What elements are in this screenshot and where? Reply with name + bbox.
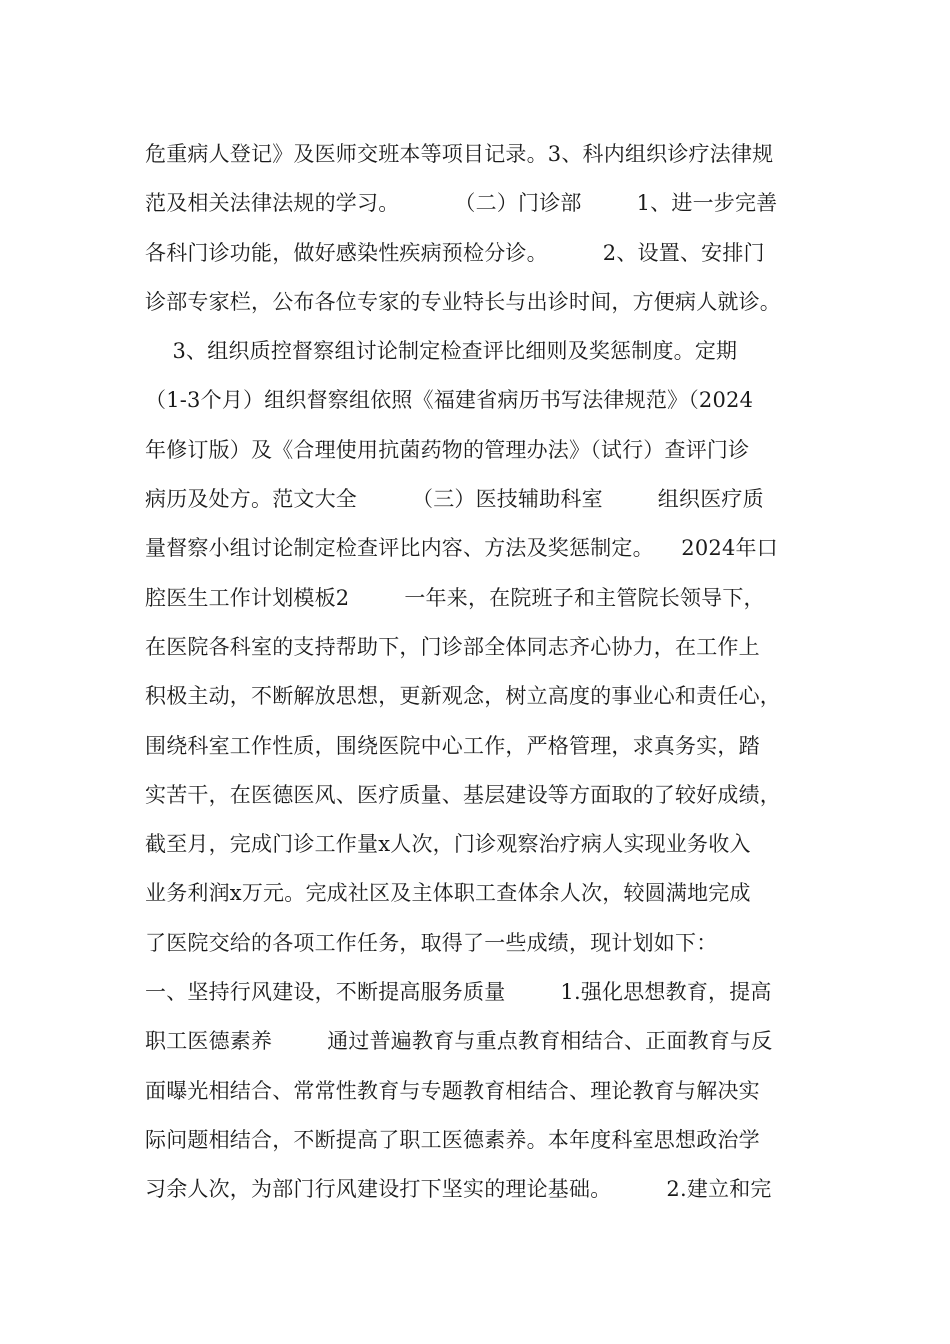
text-line: 年修订版）及《合理使用抗菌药物的管理办法》（试行）查评门诊 <box>145 437 750 462</box>
text-line: 截至月，完成门诊工作量x人次，门诊观察治疗病人实现业务收入 <box>145 832 751 857</box>
text-line: 各科门诊功能，做好感染性疾病预检分诊。 2、设置、安排门 <box>145 240 765 265</box>
text-line: 实苦干，在医德医风、医疗质量、基层建设等方面取的了较好成绩， <box>145 782 781 807</box>
text-line: 腔医生工作计划模板2 一年来，在院班子和主管院长领导下， <box>145 585 765 610</box>
text-line: 范及相关法律法规的学习。 （二）门诊部 1、进一步完善 <box>145 191 778 216</box>
text-line: 在医院各科室的支持帮助下，门诊部全体同志齐心协力，在工作上 <box>145 634 760 659</box>
text-line: 围绕科室工作性质，围绕医院中心工作，严格管理，求真务实，踏 <box>145 733 760 758</box>
text-line: 习余人次，为部门行风建设打下坚实的理论基础。 2.建立和完 <box>145 1177 772 1202</box>
text-line: 面曝光相结合、常常性教育与专题教育相结合、理论教育与解决实 <box>145 1078 760 1103</box>
text-line: 3、组织质控督察组讨论制定检查评比细则及奖惩制度。定期 <box>145 339 738 364</box>
text-line: 了医院交给的各项工作任务，取得了一些成绩，现计划如下： <box>145 930 718 955</box>
body-text <box>145 130 825 1215</box>
text-line: 积极主动，不断解放思想，更新观念，树立高度的事业心和责任心， <box>145 684 781 709</box>
text-line: 病历及处方。范文大全 （三）医技辅助科室 组织医疗质 <box>145 487 764 512</box>
text-line: 诊部专家栏，公布各位专家的专业特长与出诊时间，方便病人就诊。 <box>145 289 781 314</box>
text-line: 量督察小组讨论制定检查评比内容、方法及奖惩制定。 2024年口 <box>145 536 778 561</box>
text-line: （1-3个月）组织督察组依照《福建省病历书写法律规范》（2024 <box>145 388 754 413</box>
text-line: 业务利润x万元。完成社区及主体职工查体余人次，较圆满地完成 <box>145 881 751 906</box>
text-line: 危重病人登记》及医师交班本等项目记录。3、科内组织诊疗法律规 <box>145 142 774 166</box>
text-line: 一、坚持行风建设，不断提高服务质量 1.强化思想教育，提高 <box>145 980 772 1005</box>
text-line: 职工医德素养 通过普遍教育与重点教育相结合、正面教育与反 <box>145 1029 773 1054</box>
text-line: 际问题相结合，不断提高了职工医德素养。本年度科室思想政治学 <box>145 1127 760 1152</box>
